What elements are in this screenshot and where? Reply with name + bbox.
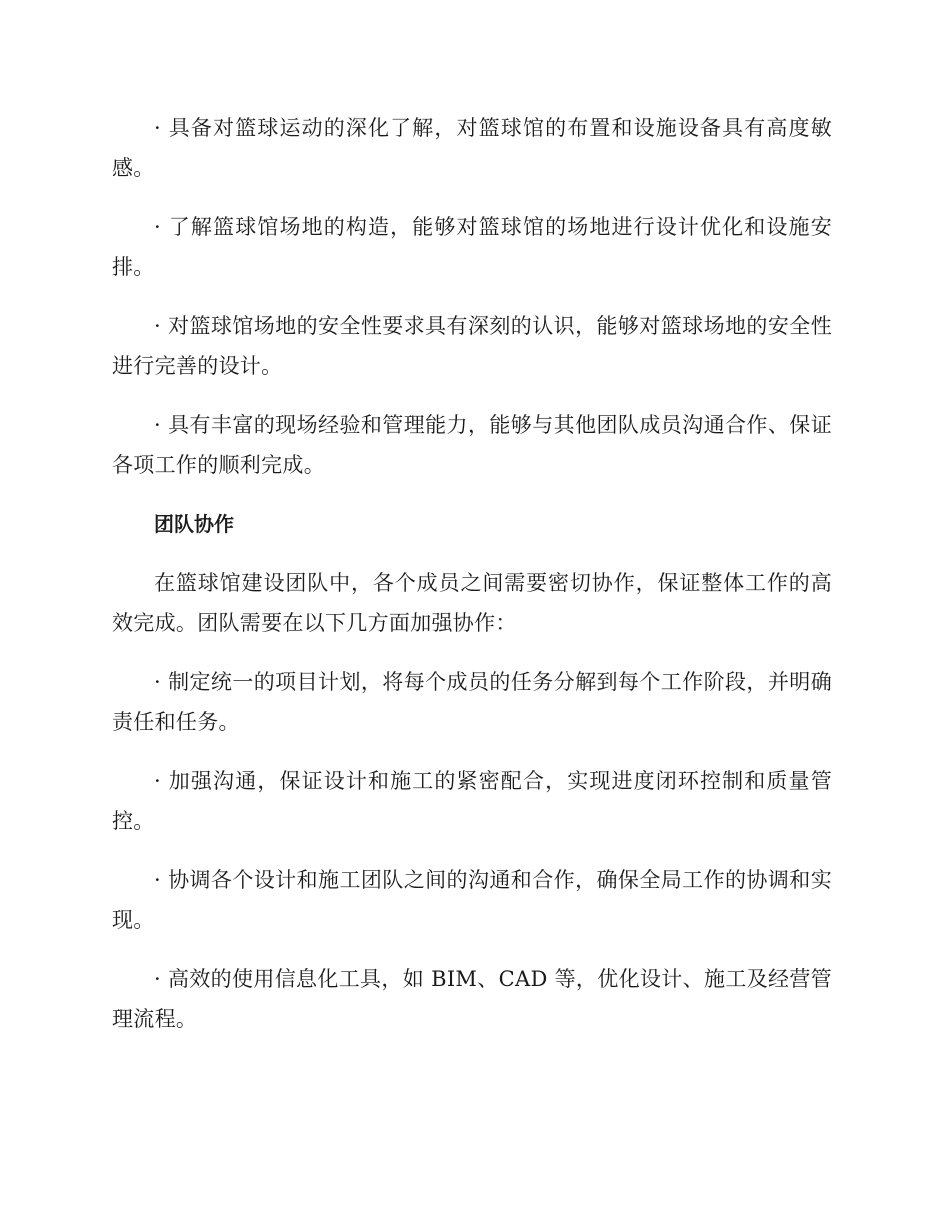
document-body [112, 108, 832, 1058]
body-paragraph: 在篮球馆建设团队中，各个成员之间需要密切协作，保证整体工作的高效完成。团队需要在以下几方面加强协作： [112, 571, 832, 635]
section-heading: 团队协作 [154, 512, 234, 536]
bullet-paragraph: · 协调各个设计和施工团队之间的沟通和合作，确保全局工作的协调和实现。 [112, 868, 832, 932]
bullet-paragraph: · 了解篮球馆场地的构造，能够对篮球馆的场地进行设计优化和设施安排。 [112, 215, 832, 279]
bullet-paragraph: · 具备对篮球运动的深化了解，对篮球馆的布置和设施设备具有高度敏感。 [112, 116, 832, 180]
bullet-paragraph: · 制定统一的项目计划，将每个成员的任务分解到每个工作阶段，并明确责任和任务。 [112, 670, 832, 734]
bullet-paragraph: · 加强沟通，保证设计和施工的紧密配合，实现进度闭环控制和质量管控。 [112, 769, 832, 833]
bullet-paragraph: · 对篮球馆场地的安全性要求具有深刻的认识，能够对篮球场地的安全性进行完善的设计。 [112, 314, 832, 378]
bullet-paragraph: · 具有丰富的现场经验和管理能力，能够与其他团队成员沟通合作、保证各项工作的顺利完成。 [112, 413, 832, 477]
bullet-paragraph: · 高效的使用信息化工具，如 BIM、CAD 等，优化设计、施工及经营管理流程。 [112, 967, 832, 1031]
